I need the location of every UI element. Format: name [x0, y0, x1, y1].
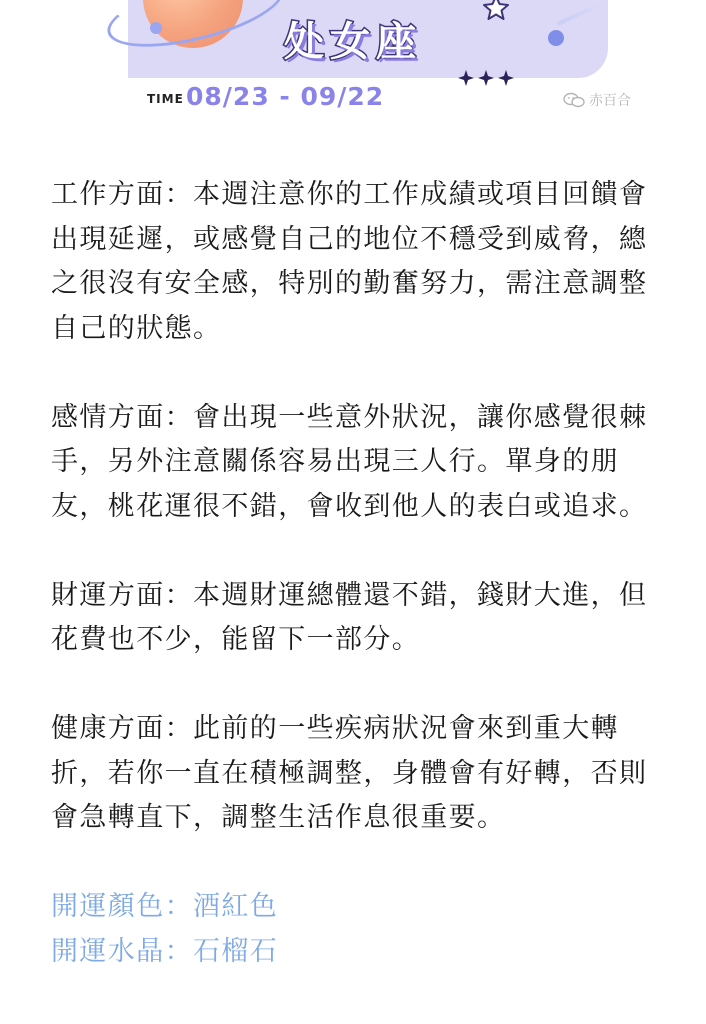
star-outline-icon: [480, 0, 512, 22]
horoscope-content: [51, 173, 671, 974]
health-paragraph: 健康方面：此前的一些疾病狀況會來到重大轉折，若你一直在積極調整，身體會有好轉，否則會急轉直下，調整生活作息很重要。: [51, 713, 648, 833]
account-watermark: [563, 90, 631, 110]
header-banner-area: [0, 0, 706, 130]
wechat-icon: [563, 92, 585, 108]
love-paragraph: 感情方面：會出現一些意外狀況，讓你感覺很棘手，另外注意關係容易出現三人行。單身的朋友，桃花運很不錯，會收到他人的表白或追求。: [51, 401, 648, 522]
lucky-color-line: 開運顏色：酒紅色: [51, 891, 279, 922]
time-label: TIME: [147, 92, 184, 106]
date-range: 08/23 - 09/22: [186, 82, 385, 111]
work-paragraph: 工作方面：本週注意你的工作成績或項目回饋會出現延遲，或感覺自己的地位不穩受到威脅，總之很沒有安全感，特別的勤奮努力，需注意調整自己的狀態。: [51, 179, 648, 344]
wealth-paragraph: 財運方面：本週財運總體還不錯，錢財大進，但花費也不少，能留下一部分。: [51, 579, 648, 655]
zodiac-sign-title: 处女座: [284, 19, 422, 65]
sparkles-icon: [458, 68, 514, 88]
comet-decoration: [548, 30, 564, 46]
account-name: 赤百合: [589, 93, 631, 109]
small-orb-decoration: [150, 22, 162, 34]
lucky-crystal-line: 開運水晶：石榴石: [51, 935, 279, 967]
